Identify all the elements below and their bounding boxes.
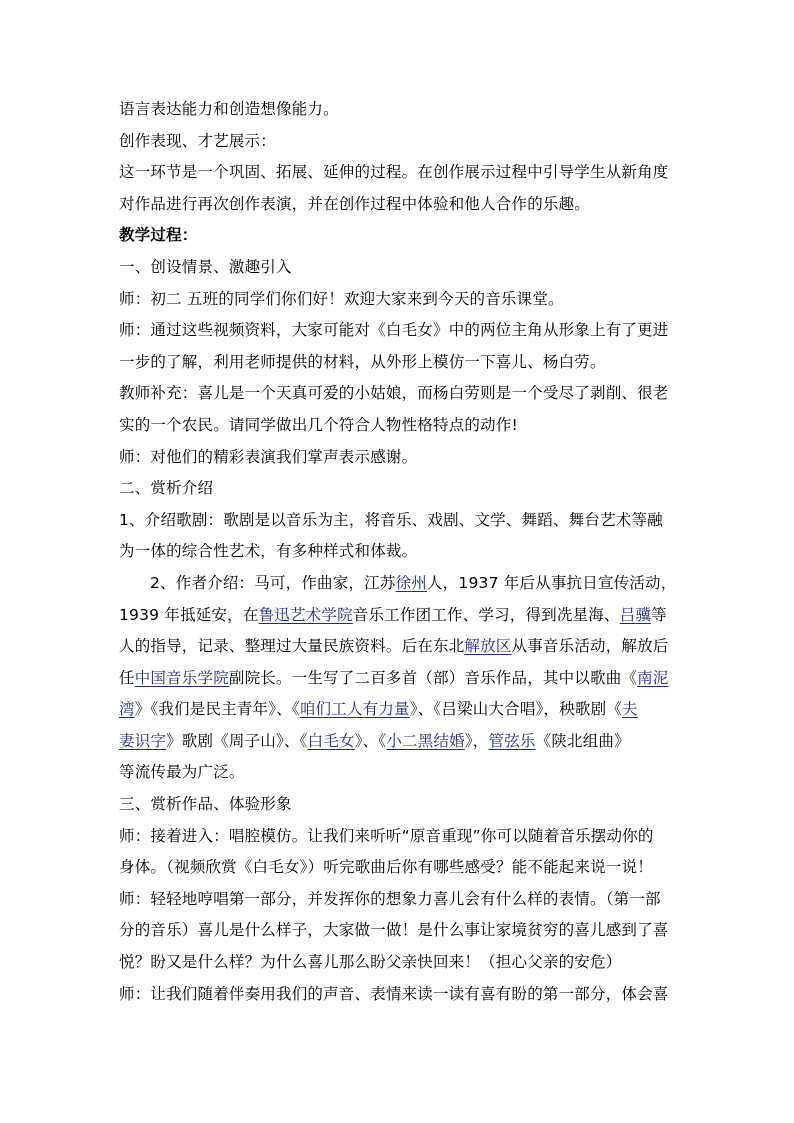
text-line <box>119 284 676 316</box>
text-segment: 创作表现、才艺展示： <box>119 131 277 150</box>
text-segment: 师：接着进入：唱腔模仿。让我们来听听“原音重现”你可以随着音乐摆动你的 <box>119 826 654 845</box>
text-line <box>119 947 676 979</box>
text-segment: 人的指导，记录、整理过大量民族资料。后在东北 <box>119 637 465 656</box>
text-segment: 为一体的综合性艺术，有多种样式和体裁。 <box>119 542 418 561</box>
text-segment: 等流传最为广泛。 <box>119 763 245 782</box>
text-line <box>119 315 676 347</box>
text-segment: 教学过程： <box>119 226 198 245</box>
hyperlink[interactable]: 白毛女 <box>307 731 355 750</box>
document-page <box>119 94 676 1010</box>
text-line <box>119 505 676 537</box>
text-segment: 2、作者介绍：马可，作曲家，江苏 <box>150 573 396 592</box>
text-segment: 身体。（视频欣赏《白毛女》）听完歌曲后你有哪些感受？能不能起来说一说！ <box>119 858 654 877</box>
text-line <box>119 442 676 474</box>
text-line <box>119 410 676 442</box>
text-segment: 对作品进行再次创作表演，并在创作过程中体验和他人合作的乐趣。 <box>119 194 591 213</box>
text-line <box>119 536 676 568</box>
text-line <box>119 757 676 789</box>
text-segment: 任 <box>119 668 135 687</box>
hyperlink[interactable]: 南泥 <box>637 668 669 687</box>
text-line <box>119 378 676 410</box>
text-segment: 分的音乐）喜儿是什么样子，大家做一做！是什么事让家境贫穷的喜儿感到了喜 <box>119 921 669 940</box>
text-segment: 《陕北组曲》 <box>535 731 630 750</box>
text-line <box>119 789 676 821</box>
text-segment: 师：通过这些视频资料，大家可能对《白毛女》中的两位主角从形象上有了更进 <box>119 321 669 340</box>
text-segment: 二、赏析介绍 <box>119 479 214 498</box>
hyperlink[interactable]: 吕骥 <box>619 605 652 624</box>
hyperlink[interactable]: 解放区 <box>464 637 512 656</box>
text-line <box>119 663 676 695</box>
text-line <box>119 884 676 916</box>
hyperlink[interactable]: 咱们工人有力量 <box>299 700 410 719</box>
text-line <box>119 979 676 1011</box>
text-line <box>119 600 676 632</box>
text-segment: 》、《吕梁山大合唱》，秧歌剧《 <box>409 700 623 719</box>
text-segment: 等 <box>651 605 667 624</box>
text-segment: 师：初二 五班的同学们你们好！欢迎大家来到今天的音乐课堂。 <box>119 289 564 308</box>
text-line <box>119 726 676 758</box>
hyperlink[interactable]: 中国音乐学院 <box>134 668 229 687</box>
text-segment: 》歌剧《周子山》、《 <box>166 731 308 750</box>
text-segment: 副院长。一生写了二百多首（部）音乐作品，其中以歌曲《 <box>228 668 638 687</box>
text-line <box>119 252 676 284</box>
hyperlink[interactable]: 湾 <box>119 700 135 719</box>
hyperlink[interactable]: 妻识字 <box>119 731 167 750</box>
text-segment: 》， <box>464 731 489 750</box>
text-segment: 1939 年抵延安，在 <box>119 605 259 624</box>
text-segment: 师：轻轻地哼唱第一部分，并发挥你的想象力喜儿会有什么样的表情。（第一部 <box>119 889 661 908</box>
text-segment: 人，1937 年后从事抗日宣传活动， <box>426 573 677 592</box>
text-line <box>119 347 676 379</box>
text-line <box>119 189 676 221</box>
hyperlink[interactable]: 徐州 <box>395 573 427 592</box>
text-segment: 语言表达能力和创造想像能力。 <box>119 100 339 118</box>
text-line <box>119 126 676 158</box>
text-line <box>119 821 676 853</box>
text-segment: 从事音乐活动，解放后 <box>511 637 669 656</box>
text-segment: 》、《 <box>354 731 387 750</box>
text-segment: 这一环节是一个巩固、拓展、延伸的过程。在创作展示过程中引导学生从新角度 <box>119 163 669 182</box>
text-line <box>119 568 676 600</box>
hyperlink[interactable]: 小二黑结婚 <box>386 731 465 750</box>
text-line <box>119 915 676 947</box>
text-line <box>119 852 676 884</box>
text-segment: 一、创设情景、激趣引入 <box>119 257 292 276</box>
text-line <box>119 94 676 126</box>
text-line <box>119 473 676 505</box>
text-line <box>119 694 676 726</box>
hyperlink[interactable]: 鲁迅艺术学院 <box>258 605 353 624</box>
text-line <box>119 157 676 189</box>
hyperlink[interactable]: 夫 <box>622 700 638 719</box>
text-segment: 师：让我们随着伴奏用我们的声音、表情来读一读有喜有盼的第一部分，体会喜 <box>119 984 669 1003</box>
text-segment: 师：对他们的精彩表演我们掌声表示感谢。 <box>119 447 418 466</box>
text-segment: 教师补充：喜儿是一个天真可爱的小姑娘，而杨白劳则是一个受尽了剥削、很老 <box>119 384 669 403</box>
text-segment: 实的一个农民。请同学做出几个符合人物性格特点的动作! <box>119 415 518 434</box>
text-segment: 音乐工作团工作、学习，得到冼星海、 <box>352 605 620 624</box>
section-heading <box>119 220 676 252</box>
text-line <box>119 631 676 663</box>
text-segment: 悦？盼又是什么样？为什么喜儿那么盼父亲快回来！（担心父亲的安危） <box>119 953 622 972</box>
text-segment: 1、介绍歌剧：歌剧是以音乐为主，将音乐、戏剧、文学、舞蹈、舞台艺术等融 <box>119 510 663 529</box>
text-segment: 一步的了解，利用老师提供的材料，从外形上模仿一下喜儿、杨白劳。 <box>119 352 606 371</box>
text-segment: 》《我们是民主青年》、《 <box>134 700 300 719</box>
text-segment: 三、赏析作品、体验形象 <box>119 795 292 814</box>
hyperlink[interactable]: 管弦乐 <box>488 731 536 750</box>
